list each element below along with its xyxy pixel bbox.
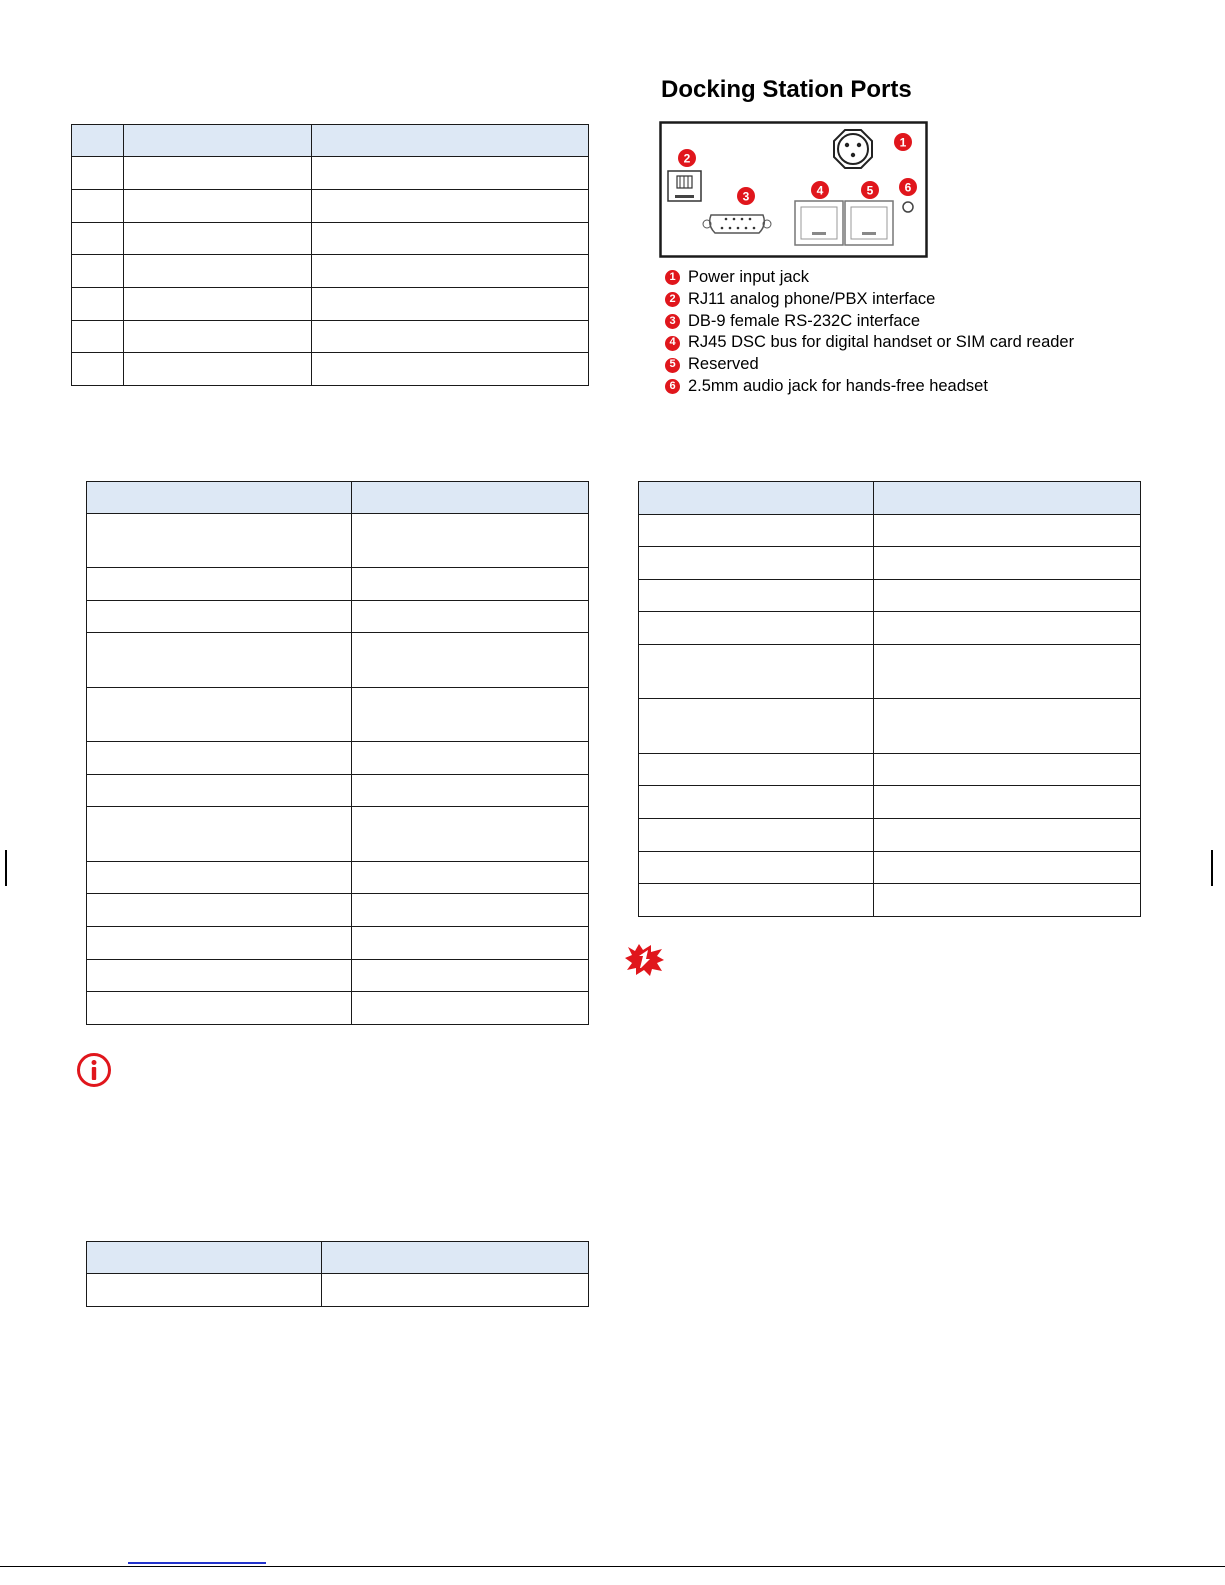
- table-row: [72, 157, 589, 190]
- list-item: [665, 332, 1074, 354]
- table-row: [87, 862, 589, 894]
- list-item: [665, 376, 1074, 398]
- table-row: [72, 223, 589, 255]
- table-row: [639, 786, 1141, 819]
- list-item: [665, 289, 1074, 311]
- list-item: [665, 267, 1074, 289]
- port-legend-list: [665, 267, 1074, 398]
- svg-text:5: 5: [866, 183, 874, 198]
- info-circle-icon: [76, 1052, 112, 1088]
- table-row: [87, 633, 589, 688]
- table-row: [639, 754, 1141, 786]
- top-left-table: [71, 124, 589, 386]
- table-row: [87, 807, 589, 862]
- table-row: [72, 190, 589, 223]
- table-row: [87, 514, 589, 568]
- table-row: [72, 353, 589, 386]
- svg-text:6: 6: [904, 180, 912, 195]
- docking-port-panel: [659, 121, 929, 261]
- number-badge-icon: 6: [665, 379, 680, 394]
- table-row: [87, 742, 589, 775]
- port-label: DB-9 female RS-232C interface: [688, 311, 921, 330]
- svg-text:1: 1: [899, 135, 907, 150]
- number-badge-icon: 5: [665, 358, 680, 373]
- table-header-row: [87, 1242, 589, 1274]
- table-row: [87, 894, 589, 927]
- warning-burst-icon: [624, 943, 666, 977]
- port-label: Power input jack: [688, 268, 810, 286]
- table-row: [639, 547, 1141, 580]
- svg-text:4: 4: [816, 183, 824, 198]
- number-badge-icon: 4: [665, 336, 680, 351]
- table-header-row: [639, 482, 1141, 515]
- docking-title: Docking Station Ports: [661, 76, 912, 103]
- middle-right-table: [638, 481, 1141, 917]
- number-badge-icon: 3: [665, 314, 680, 329]
- svg-text:2: 2: [683, 151, 691, 166]
- table-row: [639, 612, 1141, 645]
- table-row: [87, 601, 589, 633]
- number-badge-icon: 1: [665, 270, 680, 285]
- port-label: RJ11 analog phone/PBX interface: [688, 289, 936, 308]
- table-row: [72, 255, 589, 288]
- table-row: [72, 288, 589, 321]
- port-label: Reserved: [688, 355, 759, 374]
- table-row: [87, 927, 589, 960]
- list-item: [665, 311, 1074, 333]
- table-row: [87, 688, 589, 742]
- number-badge-icon: 2: [665, 292, 680, 307]
- table-row: [639, 852, 1141, 884]
- table-row: [87, 568, 589, 601]
- list-item: [665, 354, 1074, 376]
- table-row: [639, 884, 1141, 917]
- port-label: 2.5mm audio jack for hands-free headset: [688, 376, 988, 395]
- table-row: [72, 321, 589, 353]
- svg-text:3: 3: [742, 189, 750, 204]
- table-row: [639, 645, 1141, 699]
- table-row: [639, 699, 1141, 754]
- table-row: [87, 992, 589, 1025]
- table-header-row: [87, 482, 589, 514]
- table-row: [639, 819, 1141, 852]
- footer-link-underline: [128, 1562, 266, 1564]
- footer-rule: [0, 1566, 1225, 1567]
- table-row: [87, 775, 589, 807]
- bottom-left-table: [86, 1241, 589, 1307]
- table-row: [639, 580, 1141, 612]
- crop-mark-left: [5, 850, 7, 886]
- table-row: [639, 515, 1141, 547]
- middle-left-table: [86, 481, 589, 1025]
- crop-mark-right: [1211, 850, 1213, 886]
- port-label: RJ45 DSC bus for digital handset or SIM card reader: [688, 333, 1075, 352]
- table-header-row: [72, 125, 589, 157]
- table-row: [87, 1274, 589, 1307]
- table-row: [87, 960, 589, 992]
